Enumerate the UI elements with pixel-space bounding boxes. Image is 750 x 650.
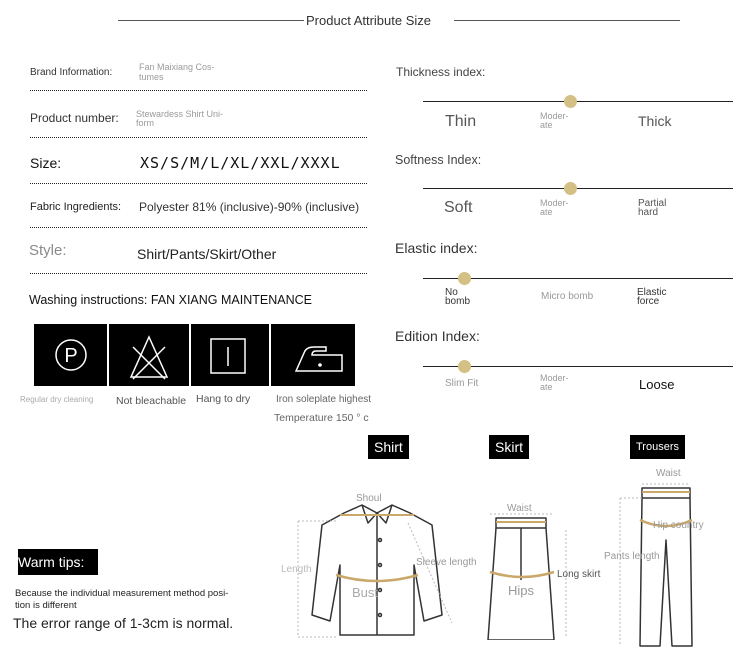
care-label-iron-temp: Temperature 150 ° c <box>274 412 369 424</box>
size-label: Size: <box>30 155 62 171</box>
tips-line-3: The error range of 1-3cm is normal. <box>13 615 234 631</box>
divider <box>30 90 367 91</box>
elastic-right-2: force <box>637 296 660 307</box>
shirt-tag: Shirt <box>368 435 409 459</box>
shirt-shoulder-label: Shoul <box>356 493 382 504</box>
iron-icon <box>292 333 346 377</box>
elastic-right-1: Elastic <box>637 287 667 298</box>
hang-dry-icon <box>209 333 249 377</box>
edition-mid-1: Moder- <box>540 373 569 383</box>
care-label-hang-dry: Hang to dry <box>196 393 251 405</box>
brand-label: Brand Information: <box>30 67 113 78</box>
softness-mid-2: ate <box>540 207 553 217</box>
elastic-marker <box>458 272 471 285</box>
product-number-label: Product number: <box>30 111 119 125</box>
brand-value-2: tumes <box>139 72 164 82</box>
edition-mid-2: ate <box>540 382 553 392</box>
elastic-left-2: bomb <box>445 296 471 307</box>
thickness-left: Thin <box>445 113 477 130</box>
shirt-sleeve-label: Sleeve length <box>416 557 477 568</box>
softness-marker <box>564 182 577 195</box>
care-label-no-bleach: Not bleachable <box>116 395 187 407</box>
divider <box>30 137 367 138</box>
softness-title: Softness Index: <box>395 153 482 167</box>
softness-left: Soft <box>444 199 473 216</box>
product-number-value-1: Stewardess Shirt Uni- <box>136 109 224 119</box>
thickness-mid-2: ate <box>540 120 553 130</box>
no-bleach-icon <box>127 333 171 381</box>
skirt-waist-label: Waist <box>507 503 532 514</box>
softness-track <box>423 188 733 189</box>
edition-title: Edition Index: <box>395 328 480 344</box>
page-title: Product Attribute Size <box>306 13 432 28</box>
thickness-right: Thick <box>638 113 672 129</box>
fabric-value: Polyester 81% (inclusive)-90% (inclusive) <box>139 200 360 214</box>
warm-tips-badge: Warm tips: <box>18 549 98 575</box>
trousers-waist-label: Waist <box>656 468 681 479</box>
shirt-illustration <box>292 495 462 645</box>
trousers-illustration <box>612 480 722 650</box>
header-rule-left <box>118 20 304 21</box>
washing-label: Washing instructions: <box>29 293 148 307</box>
washing-instructions <box>29 293 312 307</box>
tips-line-1: Because the individual measurement method posi- <box>15 588 229 599</box>
dry-clean-icon <box>51 333 91 373</box>
thickness-marker <box>564 95 577 108</box>
trousers-length-label: Pants length <box>604 551 660 562</box>
softness-right-1: Partial <box>638 198 667 209</box>
product-number-value-2: form <box>136 118 154 128</box>
skirt-tag: Skirt <box>489 435 529 459</box>
care-label-dry-clean: Regular dry cleaning <box>20 395 94 404</box>
fabric-label: Fabric Ingredients: <box>30 201 122 213</box>
thickness-mid-1: Moder- <box>540 111 569 121</box>
divider <box>30 273 367 274</box>
skirt-hips-label: Hips <box>508 583 535 598</box>
divider <box>30 183 367 184</box>
edition-left: Slim Fit <box>445 378 479 389</box>
shirt-bust-label: Bust <box>352 585 379 600</box>
care-label-iron: Iron soleplate highest <box>276 394 372 405</box>
divider <box>30 227 367 228</box>
tips-line-2: tion is different <box>15 600 77 611</box>
size-value: XS/S/M/L/XL/XXL/XXXL <box>140 154 341 172</box>
thickness-title: Thickness index: <box>396 65 486 79</box>
svg-text:P: P <box>64 345 78 367</box>
elastic-title: Elastic index: <box>395 240 478 256</box>
elastic-left-1: No <box>445 287 458 298</box>
skirt-long-label: Long skirt <box>557 569 601 580</box>
header-rule-right <box>454 20 680 21</box>
thickness-track <box>423 101 733 102</box>
softness-mid-1: Moder- <box>540 198 569 208</box>
brand-value-1: Fan Maixiang Cos- <box>139 62 215 72</box>
style-label: Style: <box>29 242 67 259</box>
edition-right: Loose <box>639 377 675 392</box>
washing-value: FAN XIANG MAINTENANCE <box>150 293 312 307</box>
elastic-mid: Micro bomb <box>541 291 594 302</box>
style-value: Shirt/Pants/Skirt/Other <box>137 246 277 262</box>
edition-marker <box>458 360 471 373</box>
trousers-tag: Trousers <box>630 435 685 459</box>
softness-right-2: hard <box>638 207 659 218</box>
shirt-length-label: Length <box>281 564 312 575</box>
trousers-hip-label: Hip country <box>653 520 704 531</box>
